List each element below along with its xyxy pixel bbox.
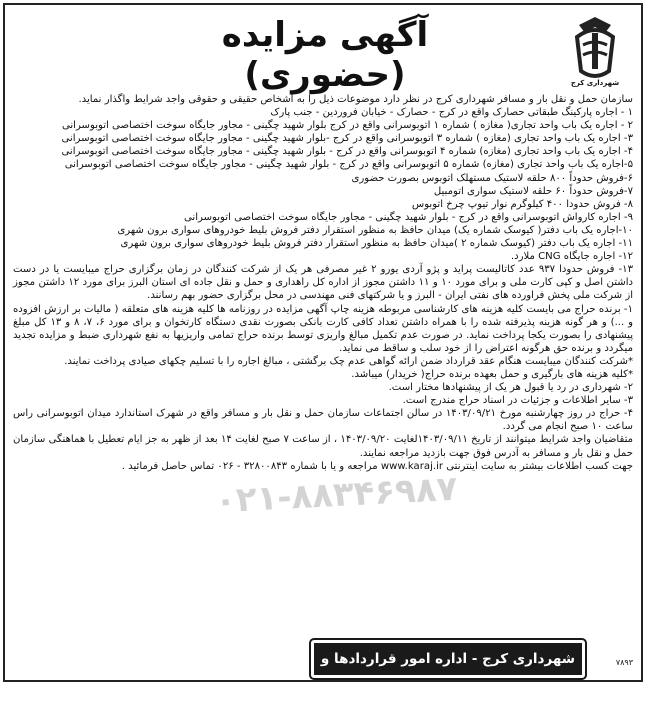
item-4: ۴- اجاره یک باب واحد تجاری (مغازه) شماره ۴ اتوبوسرانی واقع در کرج - بلوار شهید چگینی - مجاور جایگاه سوخت اختصاصی اتوبوسرانی xyxy=(61,146,633,158)
item-13: ۱۳- فروش حدودا ۹۳۷ عدد کاتالیست پراید و پژو آردی یورو ۲ غیر مصرفی هر یک از شرکت کنندگان در زمان برگزاری حراج میبایست یا در دست داشتن اصل و کپی کارت ملی و برای مورد ۱۰ و ۱۱ داشتن مجوز از اداره کل راهداری و حمل و نقل جاده ای استان البرز برای مورد ۱۲ داشتن مجوز از شرکت ملی پخش فراورده های نفتی ایران - البرز و یا شرکتهای فنی مهندسی در محل برگزاری حضور بهم رسانند. xyxy=(13,264,634,302)
item-8: ۸- فروش حدودا ۴۰۰ کیلوگرم نوار تیوپ چرخ اتوبوس xyxy=(411,198,633,210)
logo-caption: شهرداری کرج xyxy=(570,79,620,87)
item-3: ۳- اجاره یک باب واحد تجاری (مغازه ) شماره ۳ اتوبوسرانی واقع در کرج -بلوار شهید چگینی - مجاور جایگاه سوخت اختصاصی اتوبوسرانی xyxy=(61,133,633,145)
note-loading-costs: *کلیه هزینه های بارگیری و حمل بعهده برنده حراج( خریدار) میباشد. xyxy=(351,368,633,380)
item-11: ۱۱- اجاره یک باب دفتر (کیوسک شماره ۲ )میدان حافظ به منظور استقرار دفتر فروش بلیط خودروهای سواری برون شهری xyxy=(120,238,633,250)
item-5: ۵-اجاره یک باب واحد تجاری (مغازه) شماره ۵ اتوبوسرانی واقع در کرج - بلوار شهید چگینی - مجاور جایگاه سوخت اختصاصی اتوبوسرانی xyxy=(64,159,633,171)
page-title: آگهی مزایده (حضوری) xyxy=(221,15,429,95)
item-1: ۱ - اجاره پارکینگ طبقاتی حصارک واقع در کرج - حصارک - خیابان فروردین - جنب پارک xyxy=(270,107,633,119)
item-9: ۹- اجاره کارواش اتوبوسرانی واقع در کرج - بلوار شهید چگینی - مجاور جایگاه سوخت اختصاصی اتوبوسرانی xyxy=(183,211,633,223)
logo-emblem-icon xyxy=(559,11,631,83)
item-6: ۶-فروش حدوداً ۸۰۰ حلقه لاستیک مستهلک اتوبوس بصورت حضوری xyxy=(351,172,633,184)
item-7: ۷-فروش حدوداً ۶۰ حلقه لاستیک سواری اتومبیل xyxy=(433,185,633,197)
footer xyxy=(5,632,641,699)
intro-paragraph: سازمان حمل و نقل بار و مسافر شهرداری کرج در نظر دارد موضوعات ذیل را به اشخاص حقیقی و حقوقی واجد شرایط واگذار نماید. xyxy=(78,94,633,105)
contact-info: جهت کسب اطلاعات بیشتر به سایت اینترنتی www.karaj.ir مراجعه و یا با شماره ۳۲۸۰۰۸۴۳ - ۰۲۶ تماس حاصل فرمائید . xyxy=(121,460,633,472)
ad-code: ۷۸۹۳ xyxy=(615,658,633,667)
note-cheques: *شرکت کنندگان میبایست هنگام عقد قرارداد ضمن ارائه گواهی عدم چک برگشتی ، مبالغ اجاره را با تسلیم چکهای صیادی پرداخت نمایند. xyxy=(64,355,633,367)
phone-watermark: ۰۲۱-۸۸۳۴۶۹۸۷ xyxy=(214,468,459,522)
condition-4: ۴- حراج در روز چهارشنبه مورخ ۱۴۰۳/۰۹/۲۱ در سالن اجتماعات سازمان حمل و نقل بار و مسافر واقع در شهرک استاندارد میدان اتوبوسرانی راس ساعت ۱۰ صبح انجام می گردد. xyxy=(13,408,633,433)
item-10: ۱۰-اجاره یک باب دفتر( کیوسک شماره یک) میدان حافظ به منظور استقرار دفتر فروش بلیط خودروهای سواری برون شهری xyxy=(117,224,633,236)
announcement-body xyxy=(13,93,633,473)
item-2: ۲ - اجاره یک باب واحد تجاری( مغازه ) شماره ۱ اتوبوسرانی واقع در کرج بلوار شهید چگینی - مجاور جایگاه سوخت اختصاصی اتوبوسرانی xyxy=(61,120,633,132)
header xyxy=(5,5,641,95)
advertisement-frame xyxy=(3,3,643,699)
condition-1: ۱- برنده حراج می بایست کلیه هزینه های کارشناسی مربوطه هزینه چاپ آگهی مزایده در روزنامه ها کلیه هزینه های متعلقه ( مالیات بر ارزش افزوده و ...) و هر گونه هزینه پذیرفته شده را با همراه داشتن تعداد کافی کارت بانکی بصورت نقدی دستگاه کارتخوان و برای مورد ۶، ۷، ۸ و ۱۳ کل مبلغ پیشنهادی را بصورت یکجا پرداخت نماید. در صورت عدم تکمیل مبالغ واریزی توسط برنده حراج تمامی واریزیها به نفع شهرداری ضبط و مزایده تجدید میگردد و برنده حق هرگونه اعتراض را از خود سلب و ساقط می نماید. xyxy=(13,303,634,354)
condition-3: ۳- سایر اطلاعات و جزئیات در اسناد حراج مندرج است. xyxy=(402,395,633,407)
condition-2: ۲- شهرداری در رد یا قبول هر یک از پیشنهادها مختار است. xyxy=(388,382,633,394)
karaj-municipality-logo xyxy=(559,11,631,89)
visit-schedule: متقاضیان واجد شرایط میتوانند از تاریخ ۱۴۰۳/۰۹/۱۱لغایت ۱۴۰۳/۰۹/۲۰ ، از ساعت ۷ صبح لغایت ۱۴ بعد از ظهر به جز ایام تعطیل با هماهنگی سازمان حمل و نقل بار و مسافر به آدرس فوق جهت بازدید مراجعه نمایند. xyxy=(13,434,634,459)
issuer-badge: شهرداری کرج - اداره امور قراردادها و پیمانها xyxy=(311,640,585,678)
item-12: ۱۲- اجاره جایگاه CNG ملارد. xyxy=(510,251,633,263)
